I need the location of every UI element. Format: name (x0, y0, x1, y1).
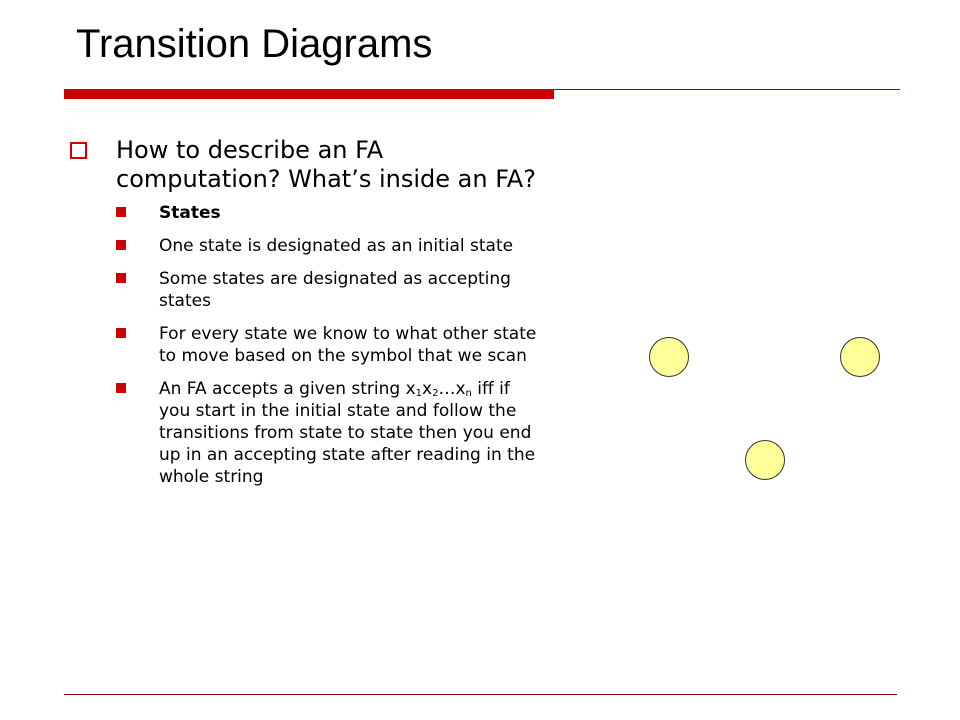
string-item-suffix: iff if you start in the initial state and follow the transitions from state to state then you end up in an accepting state after reading in the whole string (159, 379, 536, 487)
sub-bullet-text: For every state we know to what other state to move based on the symbol that we scan (159, 324, 537, 366)
footer-rule (64, 694, 897, 695)
square-bullet-icon (116, 328, 126, 338)
sub-bullet-item (68, 235, 538, 257)
sub-bullet-item (68, 378, 538, 488)
main-bullet (68, 136, 538, 194)
sub-bullet-item (68, 268, 538, 312)
state-circle (840, 337, 880, 377)
sub-bullet-text: One state is designated as an initial state (159, 236, 514, 256)
sub-bullet-item (68, 323, 538, 367)
string-symbol: x (422, 379, 433, 399)
square-bullet-icon (116, 273, 126, 283)
string-ellipsis: …x (438, 379, 466, 399)
state-circle (649, 337, 689, 377)
main-bullet-text: How to describe an FA computation? What’s inside an FA? (116, 136, 536, 193)
square-bullet-icon (116, 383, 126, 393)
sub-bullet-text: Some states are designated as accepting states (159, 269, 511, 311)
sub-bullet-list (68, 202, 538, 488)
title-underline-thin (554, 89, 900, 90)
sub-bullet-text: States (159, 203, 221, 223)
slide-content (68, 136, 538, 499)
square-bullet-icon (116, 207, 126, 217)
square-bullet-icon (116, 240, 126, 250)
sub-bullet-text (159, 379, 535, 487)
string-item-prefix: An FA accepts a given string (159, 379, 406, 399)
state-circle (745, 440, 785, 480)
sub-bullet-item (68, 202, 538, 224)
subscript-1: 1 (415, 388, 423, 399)
hollow-square-bullet-icon (70, 142, 87, 159)
subscript-2: 2 (432, 388, 439, 399)
title-underline-thick (64, 89, 554, 99)
subscript-n: n (465, 388, 472, 399)
string-symbol: x (405, 379, 416, 399)
slide-title: Transition Diagrams (76, 22, 433, 66)
